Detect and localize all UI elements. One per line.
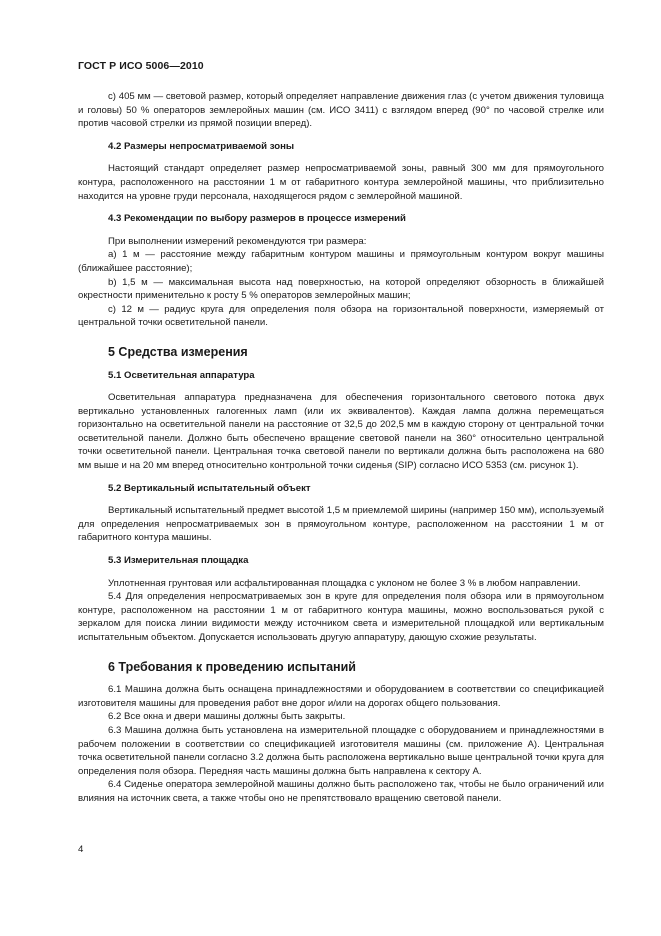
subsection-4-2-heading: 4.2 Размеры непросматриваемой зоны [108,140,295,152]
paragraph-5-4: 5.4 Для определения непросматриваемых зон в круге для определения поля обзора или в прямоугольном контуре, расположенном на расстоянии 1 м от габаритного контура машины, можно воспользоваться рукой с зеркалом для поиска линии видимости между источником света и измерительной площадкой или вертикальным испытательным объектом. Допускается использовать другую аппаратуру, дающую схожие результаты. [78,591,604,643]
paragraph-6-2: 6.2 Все окна и двери машины должны быть закрыты. [108,711,346,723]
page-number: 4 [78,844,84,855]
paragraph-6-1: 6.1 Машина должна быть оснащена принадлежностями и оборудованием в соответствии со спецификацией изготовителя машины для проведения работ вне дорог и/или на дорогах общего пользования. [78,684,604,709]
paragraph-5-2: Вертикальный испытательный предмет высотой 1,5 м приемлемой ширины (например 150 мм), используемый для определения непросматриваемых зон в прямоугольном контуре, расположенном на расстоянии 1 м от габаритного контура машины. [78,505,604,544]
section-5-heading: 5 Средства измерения [108,344,248,359]
subsection-5-1-heading: 5.1 Осветительная аппаратура [108,369,255,381]
subsection-5-2-heading: 5.2 Вертикальный испытательный объект [108,482,311,494]
paragraph-5-1: Осветительная аппаратура предназначена для обеспечения горизонтального светового потока двух вертикально установленных галогенных ламп (или их эквивалентов). Каждая лампа должна перемещаться горизонтально на осветительной панели на расстояние от 32,5 до 202,5 мм в каждую сторону от центральной точки осветительной панели. Должно быть обеспечено вращение световой панели на 360° относительно центральной точки осветительной панели. Центральная точка световой панели по вертикали должна быть расположена на 680 мм выше и на 20 мм вперед относительно контрольной точки сиденья (SIP) согласно ИСО 5353 (см. рисунок 1). [78,392,604,472]
subsection-4-3-heading: 4.3 Рекомендации по выбору размеров в процессе измерений [108,213,406,225]
paragraph-4-2: Настоящий стандарт определяет размер непросматриваемой зоны, равный 300 мм для прямоугольного контура, расположенного на расстоянии 1 м от габаритного контура землеройной машины, что приблизительно находится на уровне груди персонала, находящегося рядом с землеройной машиной. [78,163,604,202]
paragraph-6-4: 6.4 Сиденье оператора землеройной машины должно быть расположено так, чтобы не было ограничений или влияния на источник света, а также чтобы оно не препятствовало вращению световой панели. [78,779,604,804]
paragraph-4-3-intro: При выполнении измерений рекомендуются три размера: [108,235,367,247]
document-header: ГОСТ Р ИСО 5006—2010 [78,60,204,72]
section-6-heading: 6 Требования к проведению испытаний [108,659,356,674]
paragraph-4-1-c: c) 405 мм — световой размер, который определяет направление движения глаз (с учетом движения туловища и головы) 50 % операторов землеройных машин (см. ИСО 3411) с взглядом вперед (90° по часовой стрелке или против часовой стрелки из прямой позиции вперед). [78,91,604,130]
paragraph-4-3-c: c) 12 м — радиус круга для определения поля обзора на горизонтальной поверхности, измеряемый от центральной точки осветительной панели. [78,303,604,329]
paragraph-5-3: Уплотненная грунтовая или асфальтированная площадка с уклоном не более 3 % в любом направлении. [108,577,581,589]
paragraph-6-3: 6.3 Машина должна быть установлена на измерительной площадке с оборудованием и принадлежностями в рабочем положении в соответствии со спецификацией изготовителя машины (см. приложение А). Центральная точка осветительной панели согласно 3.2 должна быть расположена вертикально выше центральной точки круга для определения поля обзора. Передняя часть машины должна быть направлена к сектору А. [78,724,604,777]
paragraph-4-3-b: b) 1,5 м — максимальная высота над поверхностью, на которой определяют обзорность в ближайшей окрестности применительно к росту 5 % операторов землеройных машин; [78,276,604,302]
page-body [78,90,604,806]
paragraph-4-3-a: a) 1 м — расстояние между габаритным контуром машины и прямоугольным контуром вокруг машины (ближайшее расстояние); [78,249,604,274]
subsection-5-3-heading: 5.3 Измерительная площадка [108,555,249,567]
